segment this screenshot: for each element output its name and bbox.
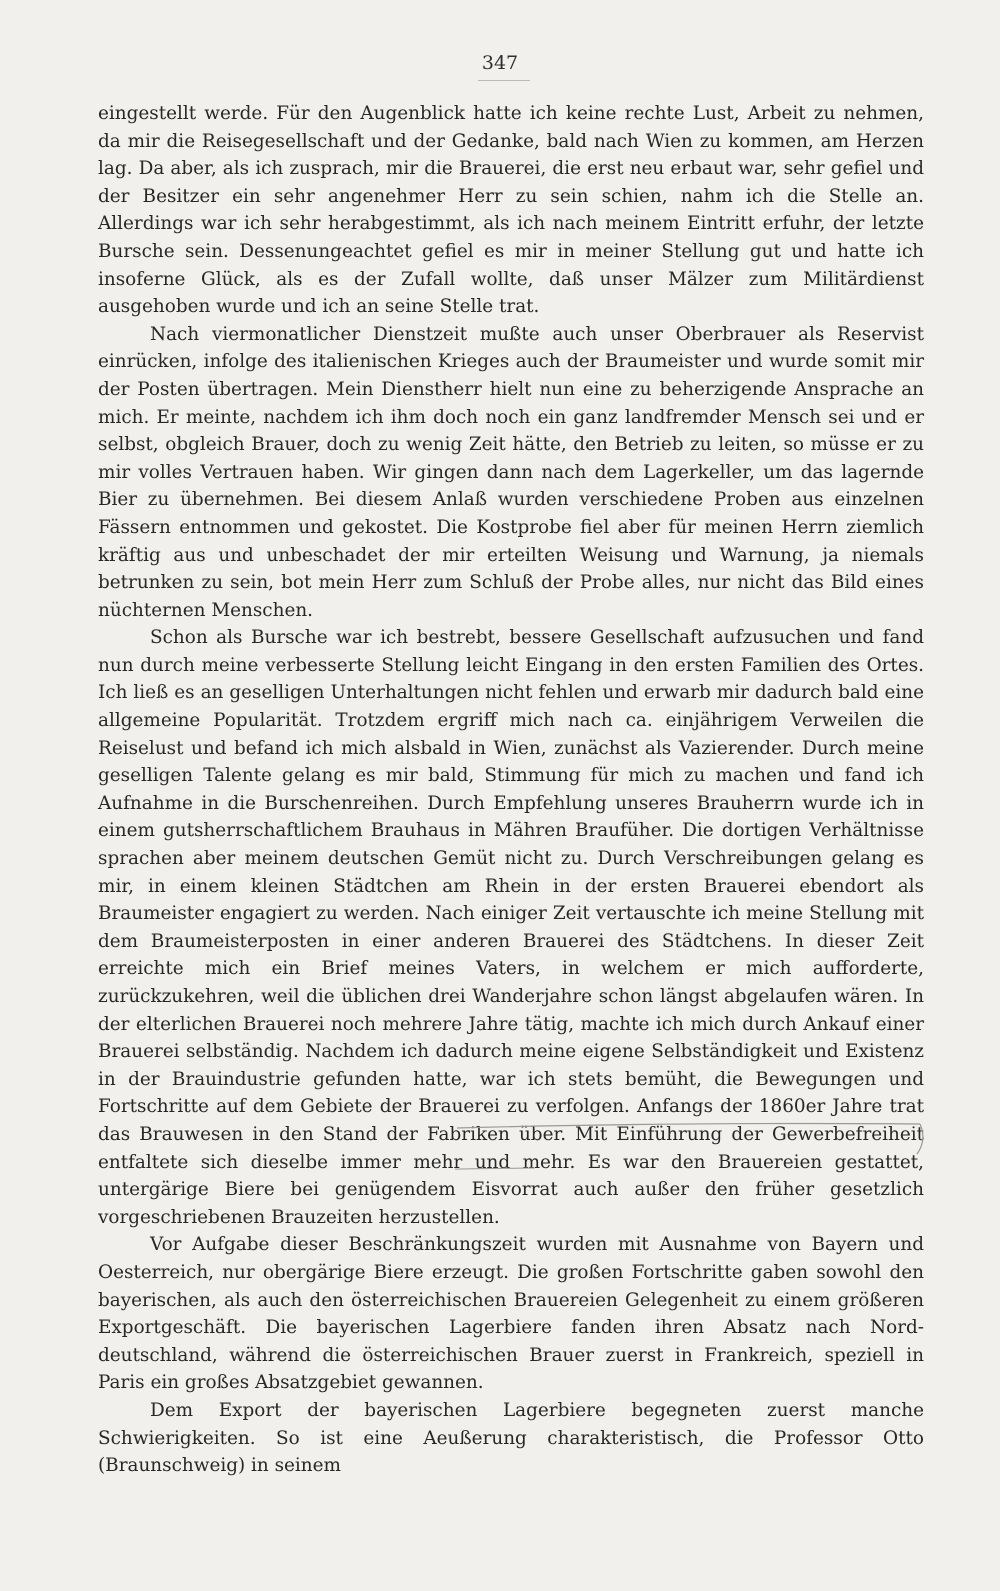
paragraph-wanderjahre: Schon als Bursche war ich bestrebt, bessere Gesellschaft aufzusuchen und fand nun durch meine verbesserte Stellung leicht Eingang in den ersten Familien des Ortes. Ich ließ es an geselligen Unterhaltungen nicht fehlen und erwarb mir dadurch bald eine allgemeine Popularität. Trotzdem ergriff mich nach ca. einjährigem Verweilen die Reiselust und befand ich mich alsbald in Wien, zunächst als Vazierender. Durch meine geselligen Talente gelang es mir bald, Stimmung für mich zu machen und fand ich Aufnahme in die Burschenreihen. Durch Empfehlung unseres Brauherrn wurde ich in einem gutsherrschaftlichem Brauhaus in Mähren Braufüher. Die dortigen Verhältnisse sprachen aber meinem deutschen Gemüt nicht zu. Durch Verschreibungen gelang es mir, in einem kleinen Städtchen am Rhein in der ersten Brauerei ebendort als Braumeister engagiert zu werden. Nach einiger Zeit vertauschte ich meine Stellung mit dem Braumeisterposten in einer anderen Brauerei des Städtchens. In dieser Zeit erreichte mich ein Brief meines Vaters, in welchem er mich aufforderte, zurückzukehren, weil die üblichen drei Wanderjahre schon längst abgelaufen wären. In der elterlichen Brauerei noch mehrere Jahre tätig, machte ich mich durch Ankauf einer Brauerei selbständig. Nachdem ich dadurch meine eigene Selbständigkeit und Existenz in der Brauindustrie gefunden hatte, war ich stets bemüht, die Bewegungen und Fortschritte auf dem Gebiete der Brauerei zu verfolgen. Anfangs der 1860er Jahre trat das Brauwesen in den Stand der Fabriken über. Mit Einführung der Gewerbefreiheit entfaltete sich dieselbe immer mehr und mehr. Es war den Brauereien gestattet, untergärige Biere bei genügendem Eisvorrat auch außer den früher gesetzlich vorgeschriebenen Brauzeiten herzustellen. xyxy=(98,627,924,1228)
paragraph-beschraenkung: Vor Aufgabe dieser Beschränkungszeit wurden mit Ausnahme von Bayern und Oesterreich, nur obergärige Biere erzeugt. Die großen Fortschritte gaben sowohl den bayerischen, als auch den österreichischen Brauereien Gelegenheit zu einem größeren Exportgeschäft. Die bayerischen Lagerbiere fanden ihren Absatz nach Norddeutschland, während die österreichischen Brauer zuerst in Frankreich, speziell in Paris ein großes Absatzgebiet gewannen. xyxy=(98,1234,924,1394)
body-text xyxy=(98,100,924,1480)
page-number: 347 xyxy=(481,52,519,74)
paragraph-continuation: eingestellt werde. Für den Augenblick hatte ich keine rechte Lust, Arbeit zu nehmen, da mir die Reisegesellschaft und der Gedanke, bald nach Wien zu kommen, am Herzen lag. Da aber, als ich zusprach, mir die Brauerei, die erst neu erbaut war, sehr gefiel und der Besitzer ein sehr angenehmer Herr zu sein schien, nahm ich die Stelle an. Allerdings war ich sehr herabgestimmt, als ich nach meinem Eintritt erfuhr, der letzte Bursche sein. Dessenungeachtet gefiel es mir in meiner Stellung gut und hatte ich insoferne Glück, als es der Zufall wollte, daß unser Mälzer zum Militärdienst ausgehoben wurde und ich an seine Stelle trat. xyxy=(98,103,924,318)
paragraph-export: Dem Export der bayerischen Lagerbiere begegneten zuerst manche Schwierigkeiten. So ist eine Aeußerung charakteristisch, die Professor Otto (Braunschweig) in seinem xyxy=(98,1399,924,1477)
paragraph-oberbrauer: Nach viermonatlicher Dienstzeit mußte auch unser Oberbrauer als Reservist einrücken, infolge des italienischen Krieges auch der Braumeister und wurde somit mir der Posten übertragen. Mein Dienstherr hielt nun eine zu beherzigende Ansprache an mich. Er meinte, nachdem ich ihm doch noch ein ganz landfremder Mensch sei und er selbst, obgleich Brauer, doch zu wenig Zeit hätte, den Betrieb zu leiten, so müsse er zu mir volles Vertrauen haben. Wir gingen dann nach dem Lagerkeller, um das lagernde Bier zu übernehmen. Bei diesem Anlaß wurden verschiedene Proben aus einzelnen Fässern entnommen und gekostet. Die Kostprobe fiel aber für meinen Herrn ziemlich kräftig aus und unbeschadet der mir erteilten Weisung und Warnung, ja niemals betrunken zu sein, bot mein Herr zum Schluß der Probe alles, nur nicht das Bild eines nüchternen Menschen. xyxy=(98,323,924,621)
header-rule xyxy=(478,80,530,81)
